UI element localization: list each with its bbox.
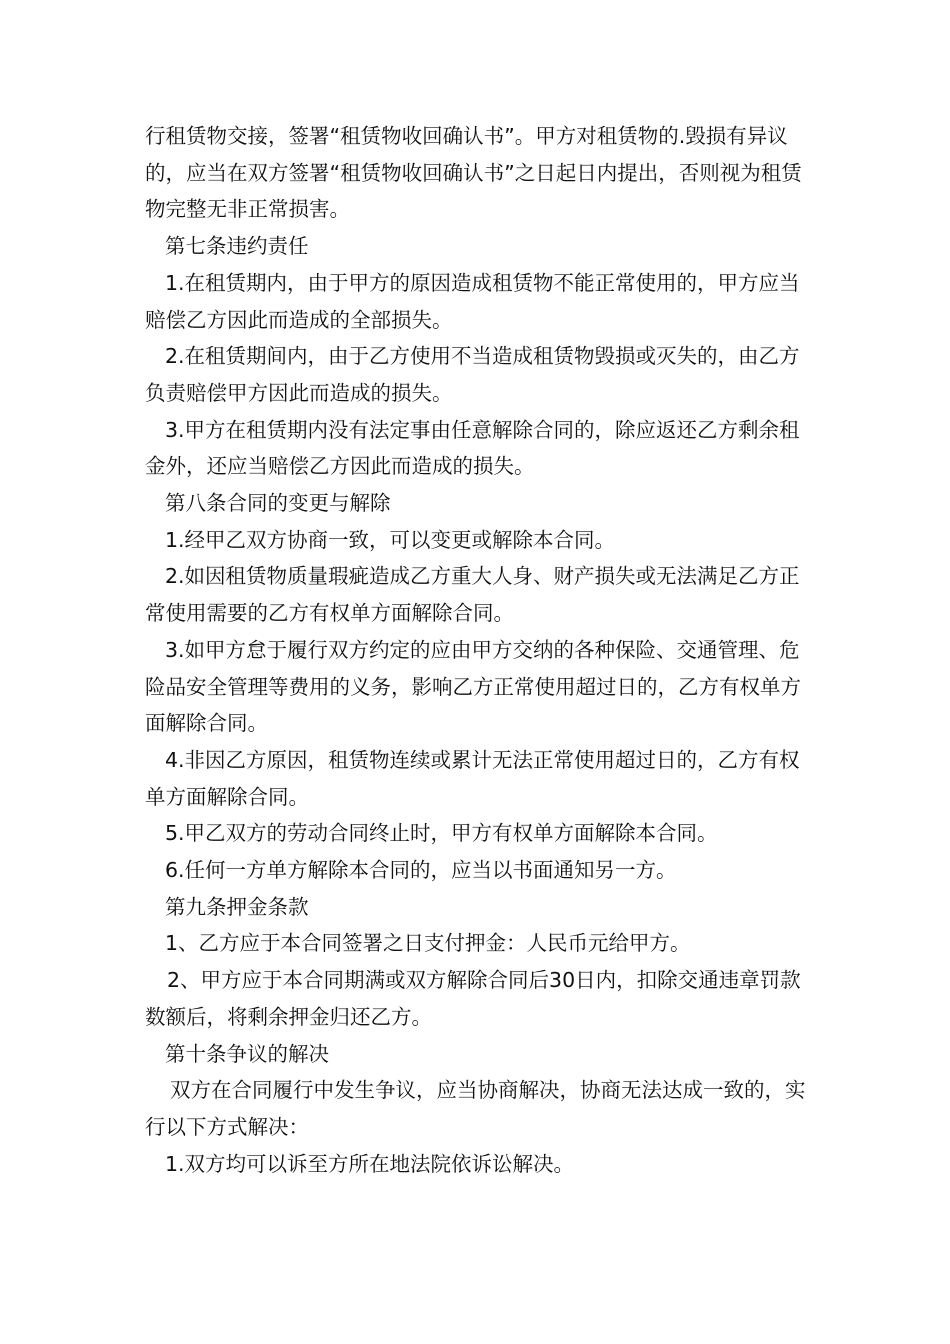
heading-article-10: 第十条争议的解决 [165,1041,329,1066]
clause-9-2: 2、甲方应于本合同期满或双方解除合同后30日内，扣除交通违章罚款数额后，将剩余押金归还乙方。 [145,968,801,1029]
heading-article-9: 第九条押金条款 [165,894,309,919]
clause-8-6: 6.任何一方单方解除本合同的，应当以书面通知另一方。 [165,858,677,883]
clause-7-3: 3.甲方在租赁期内没有法定事由任意解除合同的，除应返还乙方剩余租金外，还应当赔偿乙方因此而造成的损失。 [145,417,800,479]
clause-8-1: 1.经甲乙双方协商一致，可以变更或解除本合同。 [165,527,616,552]
document-body [145,118,820,1182]
clause-7-1: 1.在租赁期内，由于甲方的原因造成租赁物不能正常使用的，甲方应当赔偿乙方因此而造成的全部损失。 [145,270,800,332]
heading-article-7: 第七条违约责任 [165,234,309,259]
clause-8-4: 4.非因乙方原因，租赁物连续或累计无法正常使用超过日的，乙方有权单方面解除合同。 [145,747,800,809]
clause-7-2: 2.在租赁期间内，由于乙方使用不当造成租赁物毁损或灭失的，由乙方负责赔偿甲方因此而造成的损失。 [145,344,800,405]
clause-10-intro: 双方在合同履行中发生争议，应当协商解决，协商无法达成一致的，实行以下方式解决： [145,1078,806,1139]
clause-9-1: 1、乙方应于本合同签署之日支付押金：人民币元给甲方。 [165,931,691,956]
heading-article-8: 第八条合同的变更与解除 [165,491,391,516]
clause-8-2: 2.如因租赁物质量瑕疵造成乙方重大人身、财产损失或无法满足乙方正常使用需要的乙方有权单方面解除合同。 [145,564,800,626]
clause-10-1: 1.双方均可以诉至方所在地法院依诉讼解决。 [165,1151,575,1176]
clause-8-3: 3.如甲方怠于履行双方约定的应由甲方交纳的各种保险、交通管理、危险品安全管理等费用的义务，影响乙方正常使用超过日的，乙方有权单方面解除合同。 [145,637,801,736]
clause-8-5: 5.甲乙双方的劳动合同终止时，甲方有权单方面解除本合同。 [165,821,718,846]
paragraph-return-inspection: 行租赁物交接，签署“租赁物收回确认书”。甲方对租赁物的.毁损有异议的，应当在双方签署“租赁物收回确认书”之日起日内提出，否则视为租赁物完整无非正常损害。 [145,124,802,222]
